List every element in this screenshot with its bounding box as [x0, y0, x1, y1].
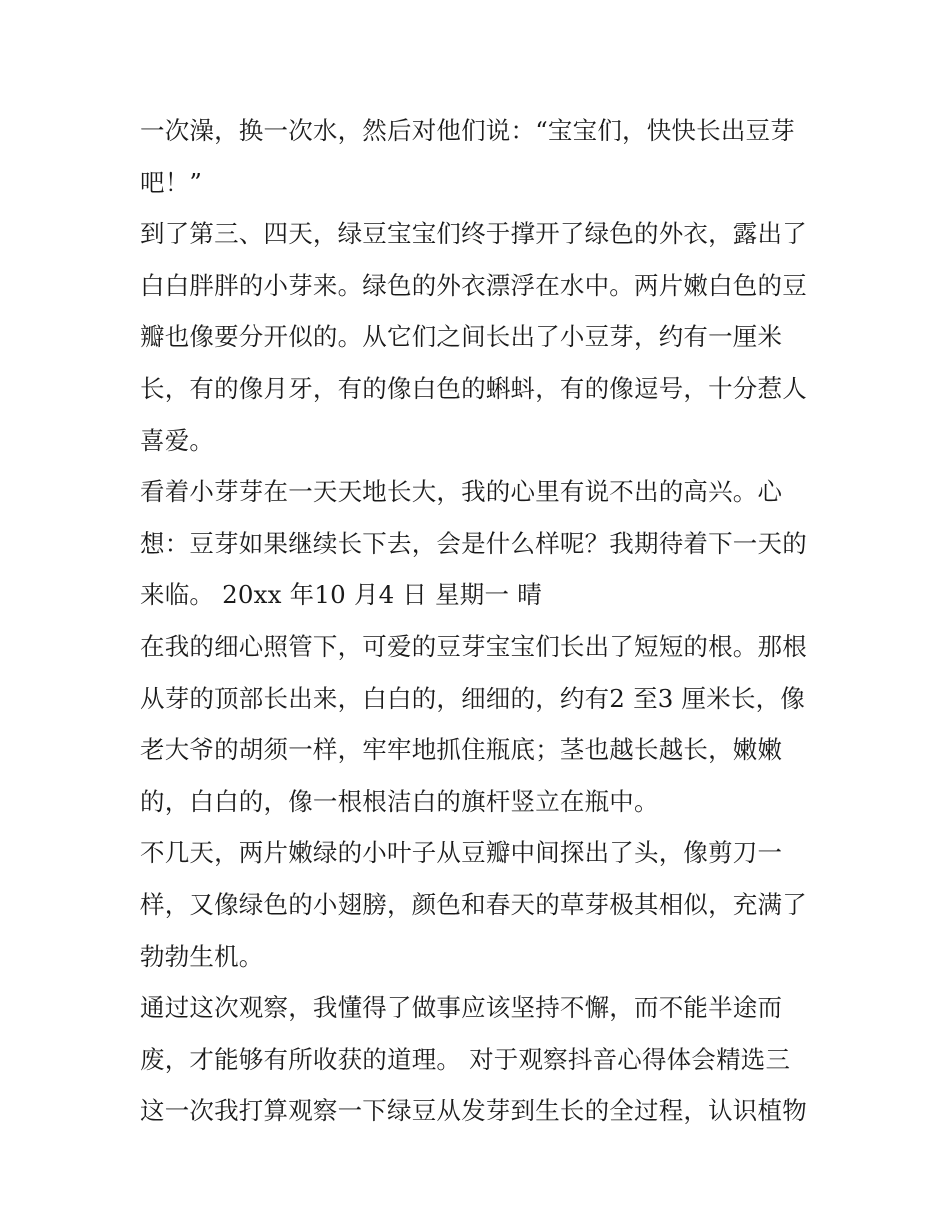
document-body: [140, 105, 815, 1137]
paragraph-bath-water: 一次澡，换一次水，然后对他们说：“宝宝们，快快长出豆芽吧！”: [140, 116, 795, 197]
paragraph-watching-sprouts: 看着小芽芽在一天天地长大，我的心里有说不出的高兴。心想：豆芽如果继续长下去，会是什么样呢？我期待着下一天的来临。 20xx 年10 月4 日 星期一 晴: [140, 477, 807, 610]
paragraph-leaves: 不几天，两片嫩绿的小叶子从豆瓣中间探出了头，像剪刀一样，又像绿色的小翅膀，颜色和春天的草芽极其相似，充满了勃勃生机。: [140, 838, 807, 971]
paragraph-conclusion: 通过这次观察，我懂得了做事应该坚持不懈，而不能半途而废，才能够有所收获的道理。 对于观察抖音心得体会精选三 这一次我打算观察一下绿豆从发芽到生长的全过程，认识植物: [140, 993, 807, 1126]
paragraph-roots: 在我的细心照管下，可爱的豆芽宝宝们长出了短短的根。那根从芽的顶部长出来，白白的，细细的，约有2 至3 厘米长，像老大爷的胡须一样，牢牢地抓住瓶底；茎也越长越长，嫩嫩的，白白的，像一根根洁白的旗杆竖立在瓶中。: [140, 631, 807, 816]
paragraph-day-three-four: 到了第三、四天，绿豆宝宝们终于撑开了绿色的外衣，露出了白白胖胖的小芽来。绿色的外衣漂浮在水中。两片嫩白色的豆瓣也像要分开似的。从它们之间长出了小豆芽，约有一厘米长，有的像月牙，有的像白色的蝌蚪，有的像逗号，十分惹人喜爱。: [140, 219, 807, 455]
